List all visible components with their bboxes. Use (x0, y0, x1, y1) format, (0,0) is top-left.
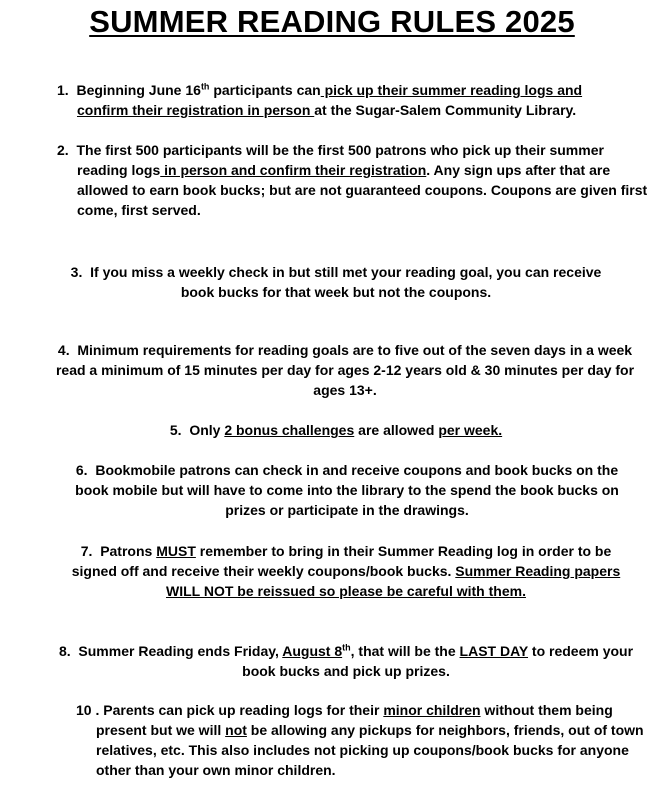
rule-number: 2. (57, 142, 69, 158)
rule-10 (76, 700, 656, 780)
rule-number: 4. (57, 342, 70, 358)
rule-text: . Any sign ups after that are allowed to earn book bucks; but are not guaranteed coupons. Coupons are given first come, first served. (77, 162, 648, 218)
rule-text: Parents can pick up reading logs for their (103, 702, 384, 718)
rule-text: are allowed (354, 422, 439, 438)
rule-text: without them being present but we will (96, 702, 613, 738)
rule-1 (57, 80, 622, 120)
underlined-text: Summer Reading papers WILL NOT be reissued so please be careful with them. (166, 563, 621, 599)
underlined-text: pick up their summer reading logs and confirm their registration in person (77, 82, 583, 118)
rule-text: be allowing any pickups for neighbors, friends, out of town relatives, etc. This also includes not picking up coupons/book bucks for anyone other than your own minor children. (96, 722, 644, 778)
rule-4 (55, 340, 635, 400)
rule-2 (57, 140, 652, 220)
rule-text: at the Sugar-Salem Community Library. (314, 102, 577, 118)
rule-text: Minimum requirements for reading goals are to five out of the seven days in a week read a minimum of 15 minutes per day for ages 2-12 years old & 30 minutes per day for ages 13+. (55, 342, 635, 398)
rule-number: 3. (70, 264, 83, 280)
underlined-text: 2 bonus challenges (224, 422, 355, 438)
underlined-text: per week. (438, 422, 503, 438)
rule-text: Summer Reading ends Friday, (78, 643, 283, 659)
rule-5 (60, 420, 612, 440)
rule-3 (60, 262, 612, 302)
rule-number: 7. (80, 543, 93, 559)
ordinal-suffix: th (200, 81, 210, 92)
rule-7 (60, 541, 632, 601)
underlined-text: LAST DAY (459, 643, 529, 659)
underlined-text: MUST (156, 543, 196, 559)
rule-text: remember to bring in their Summer Reading log in order to be signed off and receive their weekly coupons/book bucks. (71, 543, 612, 579)
rule-text: Only (189, 422, 225, 438)
underlined-text: August 8 (282, 643, 343, 659)
rule-text: The first 500 participants will be the first 500 patrons who pick up their summer reading logs (76, 142, 604, 178)
rule-number: 8. (58, 643, 71, 659)
page-title: SUMMER READING RULES 2025 (89, 4, 575, 39)
rule-text: Beginning June 16 (76, 82, 201, 98)
underlined-text: in person and confirm their registration (160, 162, 427, 178)
ordinal-suffix: th (342, 642, 351, 653)
rule-number: 10 . (76, 702, 100, 718)
rule-number: 6. (75, 462, 88, 478)
rule-text: to redeem your book bucks and pick up prizes. (242, 643, 634, 679)
rule-text: , that will be the (350, 643, 460, 659)
rule-text: Patrons (100, 543, 157, 559)
rule-text: If you miss a weekly check in but still met your reading goal, you can receive book bucks for that week but not the coupons. (90, 264, 602, 300)
rule-number: 1. (57, 82, 69, 98)
rule-8 (55, 641, 637, 681)
rule-number: 5. (169, 422, 182, 438)
rule-6 (58, 460, 636, 520)
underlined-text: minor children (383, 702, 481, 718)
rule-text: participants can (209, 82, 321, 98)
rule-text: Bookmobile patrons can check in and receive coupons and book bucks on the book mobile but will have to come into the library to the spend the book bucks on prizes or participate in the drawings. (75, 462, 619, 518)
underlined-text: not (225, 722, 247, 738)
